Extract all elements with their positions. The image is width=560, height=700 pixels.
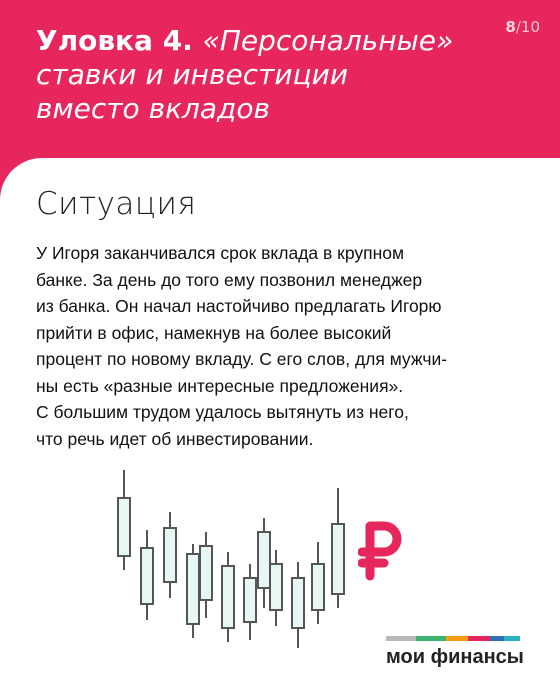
body-text — [36, 240, 536, 452]
brand-color-bar — [386, 636, 520, 641]
candle-body — [141, 548, 153, 604]
candle-body — [164, 528, 176, 582]
brand-bar-segment — [446, 636, 468, 641]
body-line: С большим трудом удалось вытянуть из него, — [36, 402, 409, 422]
page-current: 8 — [505, 18, 516, 36]
candle-body — [332, 524, 344, 594]
candle-body — [187, 554, 199, 624]
brand-logo-text: мои финансы — [386, 646, 524, 668]
body-line: У Игоря заканчивался срок вклада в крупном — [36, 243, 405, 263]
body-line: прийти в офис, намекнув на более высокий — [36, 322, 392, 343]
candle-body — [222, 566, 234, 628]
title-bold: Уловка 4. — [36, 24, 193, 57]
section-title: Ситуация — [36, 186, 197, 222]
brand-bar-segment — [386, 636, 416, 641]
candle-body — [312, 564, 324, 610]
candle-body — [258, 532, 270, 588]
candlestick-illustration — [100, 460, 360, 650]
candle-body — [270, 564, 282, 610]
candle-body — [118, 498, 130, 556]
body-line: ны есть «разные интересные предложения». — [36, 375, 404, 396]
body-line: банке. За день до того ему позвонил менеджер — [36, 269, 423, 290]
ruble-icon — [358, 518, 406, 582]
brand-bar-segment — [468, 636, 490, 641]
body-line: что речь идет об инвестировании. — [36, 428, 314, 449]
brand-bar-segment — [490, 636, 504, 641]
brand-bar-segment — [504, 636, 520, 641]
page-title — [36, 24, 456, 126]
header — [0, 0, 560, 160]
title-italic: «Персональные» ставки и инвестиции вместо вкладов — [36, 24, 454, 125]
page-total: /10 — [515, 18, 540, 36]
candle-body — [200, 546, 212, 600]
candle-body — [292, 578, 304, 628]
body-line: из банка. Он начал настойчиво предлагать Игорю — [36, 296, 442, 316]
page-counter — [505, 18, 540, 36]
brand-bar-segment — [416, 636, 446, 641]
body-line: процент по новому вкладу. С его слов, для мужчи- — [36, 349, 448, 369]
candle-body — [244, 578, 256, 622]
